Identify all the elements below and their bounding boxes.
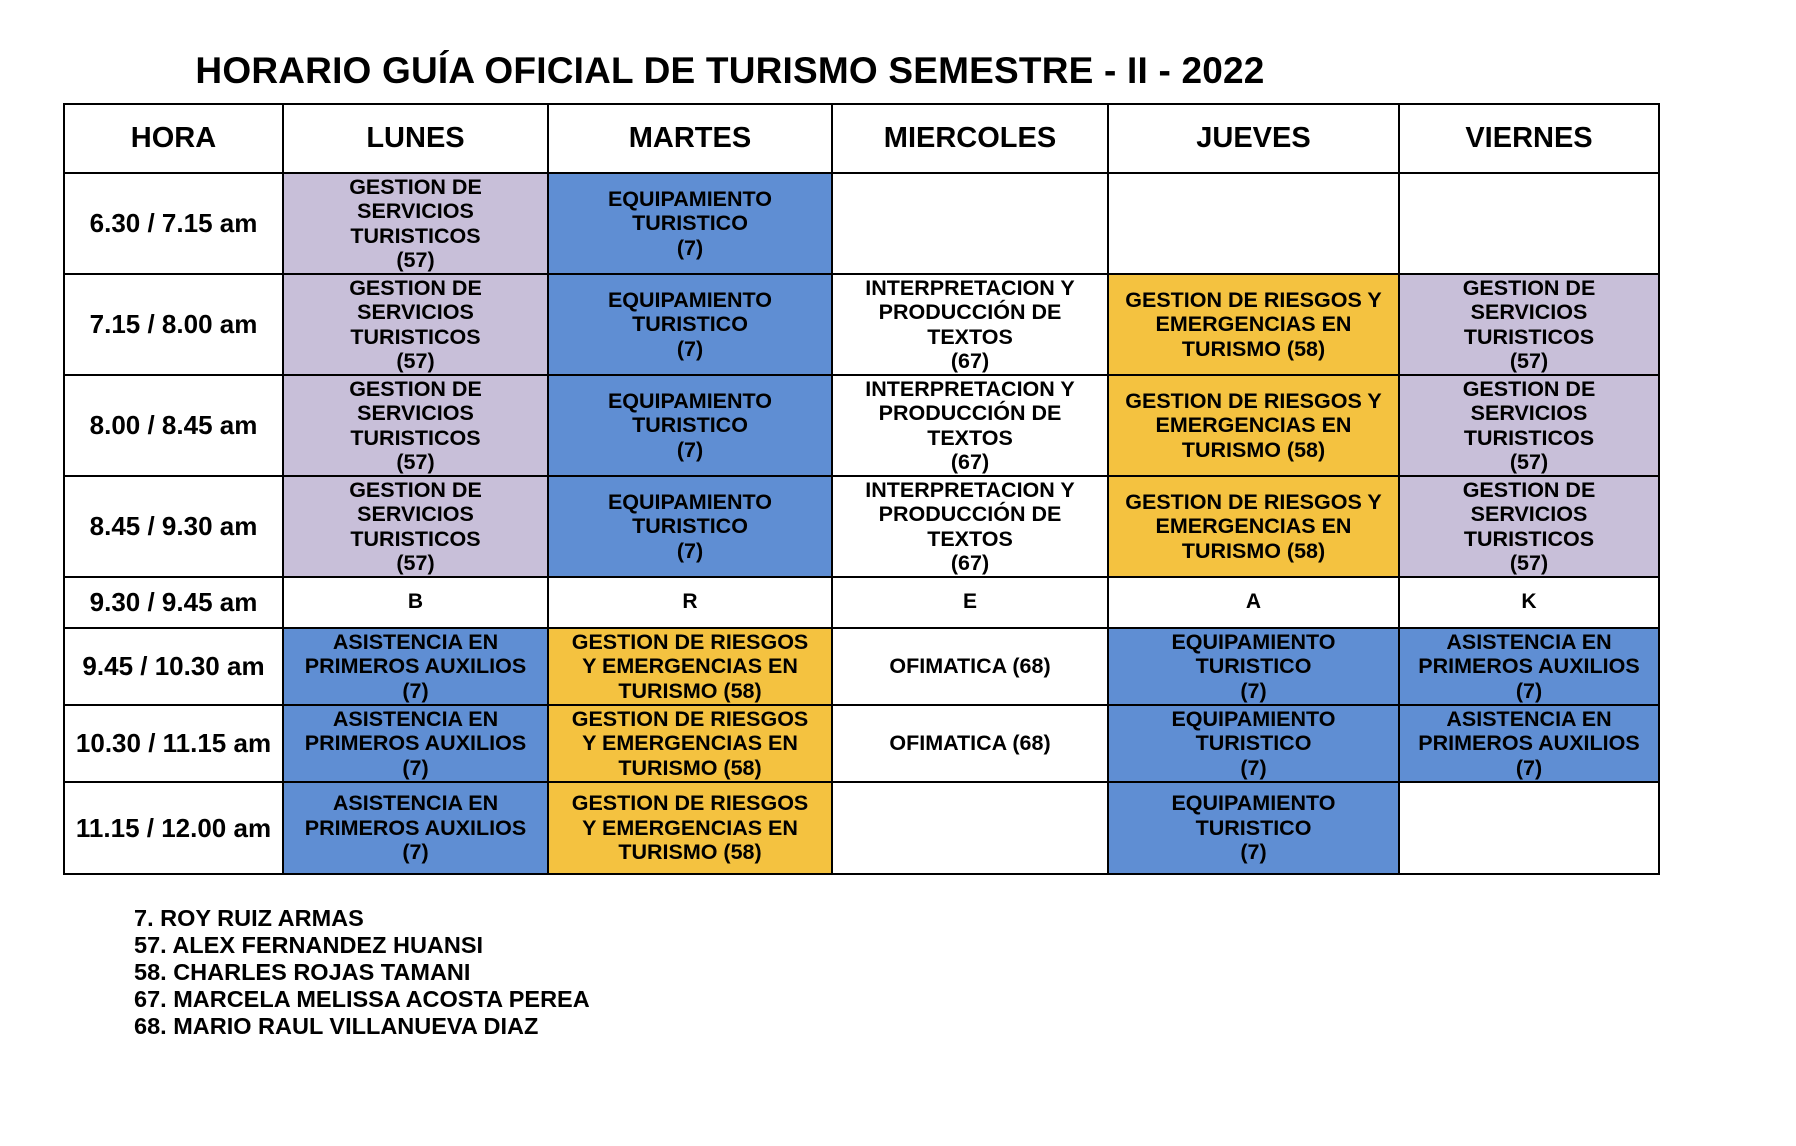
time-slot: 7.15 / 8.00 am [64,274,283,375]
course-text-line: (7) [676,437,704,462]
course-text-line: GESTION DE [349,174,482,199]
course-text-line: (7) [1240,840,1267,865]
course-cell-viernes [1399,628,1659,705]
course-cell-viernes [1399,782,1659,874]
course-cell-jueves [1108,782,1399,874]
course-text-line: OFIMATICA (68) [889,731,1051,756]
course-text-line: ASISTENCIA EN [1446,706,1612,731]
course-text-line: EQUIPAMIENTO [1171,791,1336,816]
course-cell-miercoles [832,274,1108,375]
course-cell-martes [548,173,832,274]
schedule-row [64,628,1659,705]
course-text-line: A [1245,590,1262,614]
course-cell-lunes [283,274,548,375]
break-letter-cell [1108,577,1399,628]
course-text-line: PRIMEROS AUXILIOS [304,815,527,840]
time-slot: 11.15 / 12.00 am [64,782,283,874]
course-text-line: (7) [1515,755,1543,780]
course-text-line: SERVICIOS [357,502,474,526]
course-cell-miercoles [832,173,1108,274]
course-cell-miercoles [832,705,1108,782]
course-text-line: EMERGENCIAS EN [1155,514,1352,539]
course-text-line: TURISMO (58) [618,755,762,780]
course-text-line: PRODUCCIÓN DE [878,300,1062,324]
course-text-line: TURISTICOS [1463,324,1595,349]
course-text-line: TURISTICO [632,211,748,236]
course-cell-jueves [1108,705,1399,782]
course-text-line: (7) [1240,678,1267,703]
course-text-line: GESTION DE [349,376,482,401]
course-cell-martes [548,628,832,705]
course-text-line: PRODUCCIÓN DE [878,401,1062,425]
course-text-line: SERVICIOS [1470,401,1588,425]
header-viernes: VIERNES [1399,104,1659,173]
header-jueves: JUEVES [1108,104,1399,173]
course-cell-jueves [1108,476,1399,577]
course-text-line: (57) [1509,450,1549,474]
course-text-line: (57) [1509,551,1549,575]
page-title: HORARIO GUÍA OFICIAL DE TURISMO SEMESTRE - II - 2022 [195,50,1265,91]
course-text-line: Y EMERGENCIAS EN [582,731,798,756]
course-text-line: (57) [1509,349,1549,373]
course-text-line: (57) [396,349,435,373]
schedule-table [63,103,1660,875]
course-text-line: (7) [676,235,704,260]
course-text-line: GESTION DE RIESGOS Y [1125,287,1382,312]
course-text-line: EMERGENCIAS EN [1155,312,1352,337]
course-text-line: TURISMO (58) [618,840,762,865]
course-text-line: TURISTICO [1195,815,1312,840]
course-text-line: GESTION DE RIESGOS Y [1125,388,1382,413]
course-cell-jueves [1108,375,1399,476]
time-slot: 10.30 / 11.15 am [64,705,283,782]
course-text-line: ASISTENCIA EN [332,791,499,816]
course-text-line: TURISTICOS [350,526,481,551]
course-text-line: (67) [950,450,990,474]
course-text-line: (57) [396,551,435,575]
course-text-line: B [407,590,424,614]
course-text-line: INTERPRETACION Y [865,477,1075,502]
course-cell-lunes [283,782,548,874]
course-cell-viernes [1399,274,1659,375]
course-text-line: TEXTOS [927,425,1013,450]
course-text-line: PRIMEROS AUXILIOS [304,731,527,756]
course-text-line: TURISMO (58) [618,678,762,703]
course-cell-lunes [283,476,548,577]
course-text-line: Y EMERGENCIAS EN [582,815,798,840]
course-text-line: SERVICIOS [357,401,474,425]
course-text-line: PRIMEROS AUXILIOS [1418,654,1640,679]
course-text-line: SERVICIOS [1470,300,1588,324]
header-hora: HORA [64,104,283,173]
course-text-line: (67) [950,349,990,373]
time-slot: 6.30 / 7.15 am [64,173,283,274]
course-text-line: EQUIPAMIENTO [607,287,773,312]
course-text-line: (7) [676,336,704,361]
course-text-line: EMERGENCIAS EN [1155,413,1352,438]
course-text-line: GESTION DE [1462,275,1596,300]
course-cell-jueves [1108,274,1399,375]
course-text-line: K [1521,590,1537,614]
legend-item: 57. ALEX FERNANDEZ HUANSI [134,932,484,958]
time-slot: 9.30 / 9.45 am [64,577,283,628]
course-text-line: GESTION DE [1462,477,1596,502]
course-text-line: (7) [676,538,704,563]
course-text-line: EQUIPAMIENTO [607,489,773,514]
schedule-body [64,173,1659,874]
course-text-line: GESTION DE [1462,376,1596,401]
course-text-line: (7) [402,840,429,865]
course-text-line: PRIMEROS AUXILIOS [304,654,527,679]
schedule-row [64,173,1659,274]
course-cell-viernes [1399,476,1659,577]
course-text-line: TURISMO (58) [1181,336,1326,361]
course-text-line: TURISTICO [632,514,748,539]
time-slot: 8.45 / 9.30 am [64,476,283,577]
course-text-line: E [962,590,977,614]
legend-item: 68. MARIO RAUL VILLANUEVA DIAZ [134,1013,539,1039]
course-cell-martes [548,782,832,874]
course-cell-viernes [1399,375,1659,476]
course-text-line: EQUIPAMIENTO [607,388,773,413]
course-cell-lunes [283,375,548,476]
course-text-line: INTERPRETACION Y [865,275,1075,300]
break-letter-cell [832,577,1108,628]
legend-item: 67. MARCELA MELISSA ACOSTA PEREA [134,986,590,1012]
course-cell-miercoles [832,628,1108,705]
course-cell-viernes [1399,173,1659,274]
course-text-line: GESTION DE RIESGOS Y [1125,489,1382,514]
course-text-line: GESTION DE RIESGOS [571,629,809,654]
header-martes: MARTES [548,104,832,173]
course-text-line: OFIMATICA (68) [889,654,1051,679]
schedule-row [64,782,1659,874]
course-cell-jueves [1108,628,1399,705]
legend-item: 58. CHARLES ROJAS TAMANI [134,959,471,985]
course-text-line: R [682,590,698,614]
legend-item: 7. ROY RUIZ ARMAS [134,905,364,931]
time-slot: 9.45 / 10.30 am [64,628,283,705]
header-miercoles: MIERCOLES [832,104,1108,173]
course-text-line: TEXTOS [927,324,1013,349]
course-cell-martes [548,705,832,782]
course-text-line: SERVICIOS [357,300,474,324]
schedule-row [64,274,1659,375]
course-text-line: ASISTENCIA EN [1446,629,1612,654]
teacher-legend [134,905,590,1040]
course-text-line: GESTION DE RIESGOS [571,791,809,816]
course-text-line: (7) [1240,755,1267,780]
course-text-line: EQUIPAMIENTO [1171,706,1336,731]
course-text-line: ASISTENCIA EN [332,706,499,731]
course-text-line: (57) [396,248,435,272]
course-cell-martes [548,375,832,476]
course-text-line: (67) [950,551,990,575]
course-text-line: TEXTOS [927,526,1013,551]
course-cell-lunes [283,173,548,274]
course-text-line: TURISTICO [632,413,748,438]
course-text-line: TURISTICO [1195,731,1312,756]
course-text-line: (57) [396,450,435,474]
course-cell-martes [548,476,832,577]
schedule-row [64,705,1659,782]
time-slot: 8.00 / 8.45 am [64,375,283,476]
course-text-line: PRODUCCIÓN DE [878,502,1062,526]
course-text-line: TURISTICOS [350,223,481,248]
header-lunes: LUNES [283,104,548,173]
course-text-line: TURISTICOS [1463,425,1595,450]
course-text-line: TURISMO (58) [1181,437,1326,462]
course-text-line: TURISTICOS [1463,526,1595,551]
course-cell-martes [548,274,832,375]
course-text-line: TURISTICOS [350,324,481,349]
schedule-row [64,476,1659,577]
course-cell-lunes [283,628,548,705]
course-text-line: TURISTICOS [350,425,481,450]
schedule-row [64,577,1659,628]
course-text-line: PRIMEROS AUXILIOS [1418,731,1640,756]
course-cell-miercoles [832,782,1108,874]
course-text-line: (7) [402,755,429,780]
schedule-row [64,375,1659,476]
header-row [64,104,1659,173]
break-letter-cell [283,577,548,628]
course-cell-miercoles [832,375,1108,476]
course-text-line: SERVICIOS [357,199,474,223]
course-cell-jueves [1108,173,1399,274]
course-text-line: Y EMERGENCIAS EN [582,654,798,679]
course-cell-viernes [1399,705,1659,782]
course-text-line: (7) [402,678,429,703]
course-text-line: (7) [1515,678,1543,703]
course-cell-miercoles [832,476,1108,577]
course-text-line: TURISTICO [1195,654,1312,679]
course-cell-lunes [283,705,548,782]
course-text-line: GESTION DE [349,275,482,300]
break-letter-cell [548,577,832,628]
course-text-line: GESTION DE [349,477,482,502]
course-text-line: INTERPRETACION Y [865,376,1075,401]
break-letter-cell [1399,577,1659,628]
course-text-line: GESTION DE RIESGOS [571,706,809,731]
course-text-line: EQUIPAMIENTO [1171,629,1336,654]
course-text-line: ASISTENCIA EN [332,629,499,654]
course-text-line: SERVICIOS [1470,502,1588,526]
course-text-line: TURISMO (58) [1181,538,1326,563]
course-text-line: TURISTICO [632,312,748,337]
course-text-line: EQUIPAMIENTO [607,186,773,211]
